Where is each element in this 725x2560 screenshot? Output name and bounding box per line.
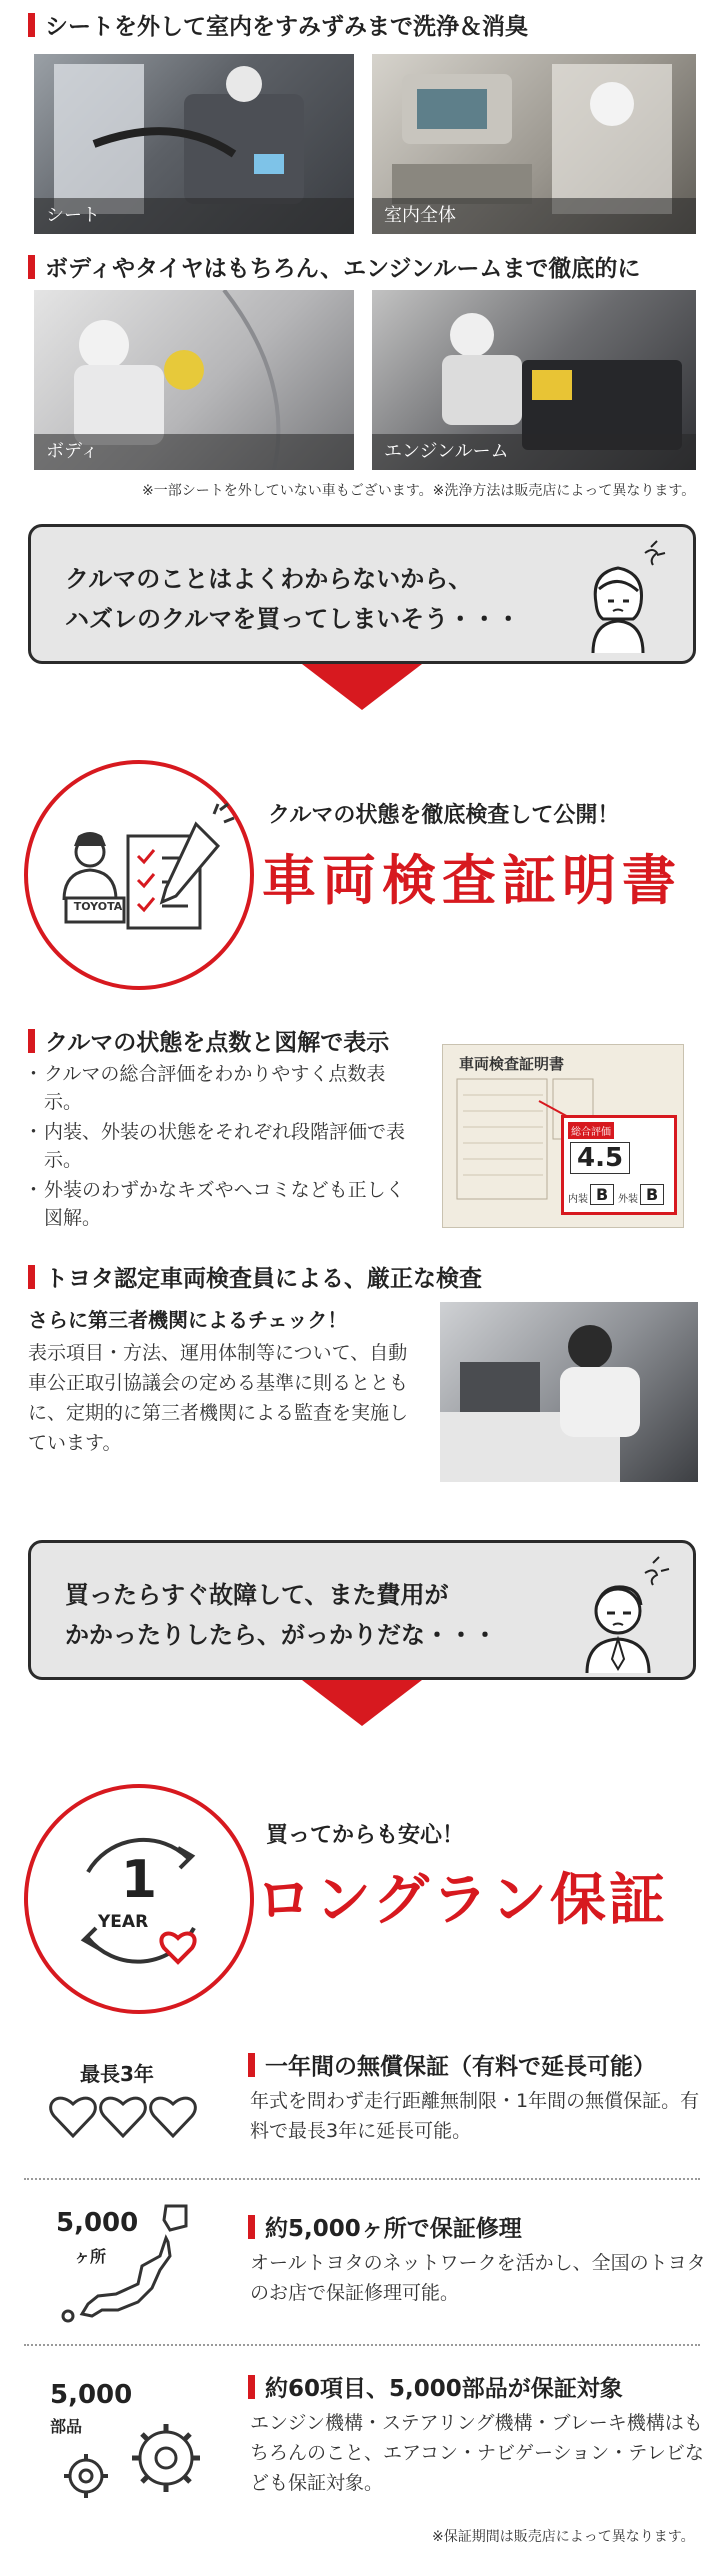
- warranty-item-2-heading: [248, 2210, 522, 2243]
- inspection-point-1-heading: [28, 1024, 389, 1057]
- worry-bubble-2: [28, 1540, 696, 1680]
- warranty-item-2-text: オールトヨタのネットワークを活かし、全国のトヨタのお店で保証修理可能。: [250, 2252, 706, 2304]
- photo-caption: エンジンルーム: [372, 434, 696, 470]
- worried-woman-icon: [563, 533, 673, 663]
- exterior-grade: B: [640, 1184, 664, 1205]
- worry-1-line-1: クルマのことはよくわからないから、: [65, 565, 473, 593]
- worry-2-line-2: かかったりしたら、がっかりだな・・・: [65, 1621, 497, 1649]
- warranty-circle: [24, 1784, 254, 2014]
- worry-2-line-1: 買ったらすぐ故障して、また費用が: [65, 1581, 449, 1609]
- warranty-item-1-heading: [248, 2048, 656, 2081]
- heading-accent-bar: [28, 255, 35, 279]
- warranty-item-3-text: エンジン機構・ステアリング機構・ブレーキ機構はもちろんのこと、エアコン・ナビゲーション・テレビなども保証対象。: [250, 2412, 704, 2494]
- worry-bubble-1-text: [65, 559, 520, 639]
- photo-engine-cleaning: [372, 290, 696, 470]
- warranty-item-3-heading: [248, 2370, 623, 2403]
- heading-accent-bar: [28, 13, 35, 37]
- warranty-item-3-heading-text: 約60項目、5,000部品が保証対象: [265, 2376, 623, 2402]
- warranty-item-2-icon-sub: ヶ所: [74, 2247, 107, 2266]
- warranty-item-1-heading-text: 一年間の無償保証（有料で延長可能）: [265, 2054, 656, 2080]
- inspection-point-2-heading-text: トヨタ認定車両検査員による、厳正な検査: [45, 1266, 482, 1292]
- gears-icon: [56, 2408, 216, 2504]
- warranty-item-1-text: 年式を問わず走行距離無制限・1年間の無償保証。有料で最長3年に延長可能。: [250, 2090, 700, 2142]
- inspection-point-1-heading-text: クルマの状態を点数と図解で表示: [45, 1030, 390, 1056]
- heading-accent-bar: [248, 2375, 255, 2399]
- photo-seat-cleaning: [34, 54, 354, 234]
- worry-bubble-1: [28, 524, 696, 664]
- list-item: ・ 外装のわずかなキズやヘコミなども正しく図解。: [28, 1176, 418, 1232]
- warranty-lead: 買ってからも安心！: [266, 1823, 465, 1848]
- exterior-label: 外装: [618, 1194, 638, 1205]
- warranty-item-3-icon-sub: 部品: [50, 2417, 83, 2436]
- photo-caption: ボディ: [34, 434, 354, 470]
- warranty-item-2-icon-label: 5,000: [56, 2208, 139, 2238]
- list-item: ・ クルマの総合評価をわかりやすく点数表示。: [28, 1060, 418, 1116]
- certificate-score-panel: [561, 1115, 677, 1215]
- score-label: 総合評価: [568, 1122, 614, 1139]
- cleaning-heading-1-text: シートを外して室内をすみずみまで洗浄＆消臭: [45, 14, 528, 40]
- inspection-title: 車両検査証明書: [262, 849, 682, 912]
- worry-1-line-2: ハズレのクルマを買ってしまいそう・・・: [65, 605, 521, 633]
- photo-caption: シート: [34, 198, 354, 234]
- divider: [24, 2178, 700, 2180]
- worry-bubble-2-text: [65, 1575, 497, 1655]
- interior-grade: B: [590, 1184, 614, 1205]
- heading-accent-bar: [248, 2053, 255, 2077]
- heading-accent-bar: [28, 1029, 35, 1053]
- certificate-title: 車両検査証明書: [459, 1055, 565, 1073]
- inspection-lead: クルマの状態を徹底検査して公開！: [268, 803, 620, 828]
- inspector-illustration: [440, 1302, 698, 1482]
- inspection-point-1-list: [28, 1060, 418, 1234]
- cleaning-heading-2-text: ボディやタイヤはもちろん、エンジンルームまで徹底的に: [45, 256, 641, 282]
- cleaning-heading-1: [28, 8, 528, 41]
- down-arrow-2-icon: [302, 1680, 422, 1726]
- inspection-icon-text: TOYOTA: [73, 900, 123, 913]
- cleaning-note: ※一部シートを外していない車もございます。※洗浄方法は販売店によって異なります。: [142, 483, 696, 499]
- inspection-point-2-text: 表示項目・方法、運用体制等について、自動車公正取引協議会の定める基準に則るとともに、定期的に第三者機関による監査を実施しています。: [28, 1342, 409, 1454]
- photo-caption: 室内全体: [372, 198, 696, 234]
- warranty-item-2-heading-text: 約5,000ヶ所で保証修理: [265, 2216, 522, 2242]
- inspector-checklist-icon: [28, 764, 250, 986]
- heading-accent-bar: [28, 1265, 35, 1289]
- score-value: 4.5: [570, 1142, 630, 1174]
- warranty-note: ※保証期間は販売店によって異なります。: [432, 2529, 695, 2545]
- three-hearts-icon: [48, 2090, 198, 2142]
- divider: [24, 2344, 700, 2346]
- photo-interior-cleaning: [372, 54, 696, 234]
- list-item: ・ 内装、外装の状態をそれぞれ段階評価で表示。: [28, 1118, 418, 1174]
- warranty-item-3-icon-label: 5,000: [50, 2380, 133, 2410]
- worried-man-icon: [563, 1549, 673, 1679]
- heading-accent-bar: [248, 2215, 255, 2239]
- inspection-point-2-sub: さらに第三者機関によるチェック！: [28, 1308, 348, 1332]
- warranty-item-1-icon-label: 最長3年: [80, 2062, 154, 2086]
- japan-map-icon: [54, 2200, 204, 2326]
- down-arrow-1-icon: [302, 664, 422, 710]
- cleaning-heading-2: [28, 250, 640, 283]
- inspection-circle: [24, 760, 254, 990]
- warranty-icon-number: 1: [120, 1850, 158, 1910]
- interior-label: 内装: [568, 1194, 588, 1205]
- inspection-point-2-heading: [28, 1260, 482, 1293]
- photo-body-cleaning: [34, 290, 354, 470]
- warranty-icon-unit: YEAR: [98, 1912, 149, 1932]
- inspection-certificate-image: [442, 1044, 684, 1228]
- photo-inspector: [440, 1302, 698, 1482]
- warranty-title: ロングラン保証: [256, 1868, 668, 1933]
